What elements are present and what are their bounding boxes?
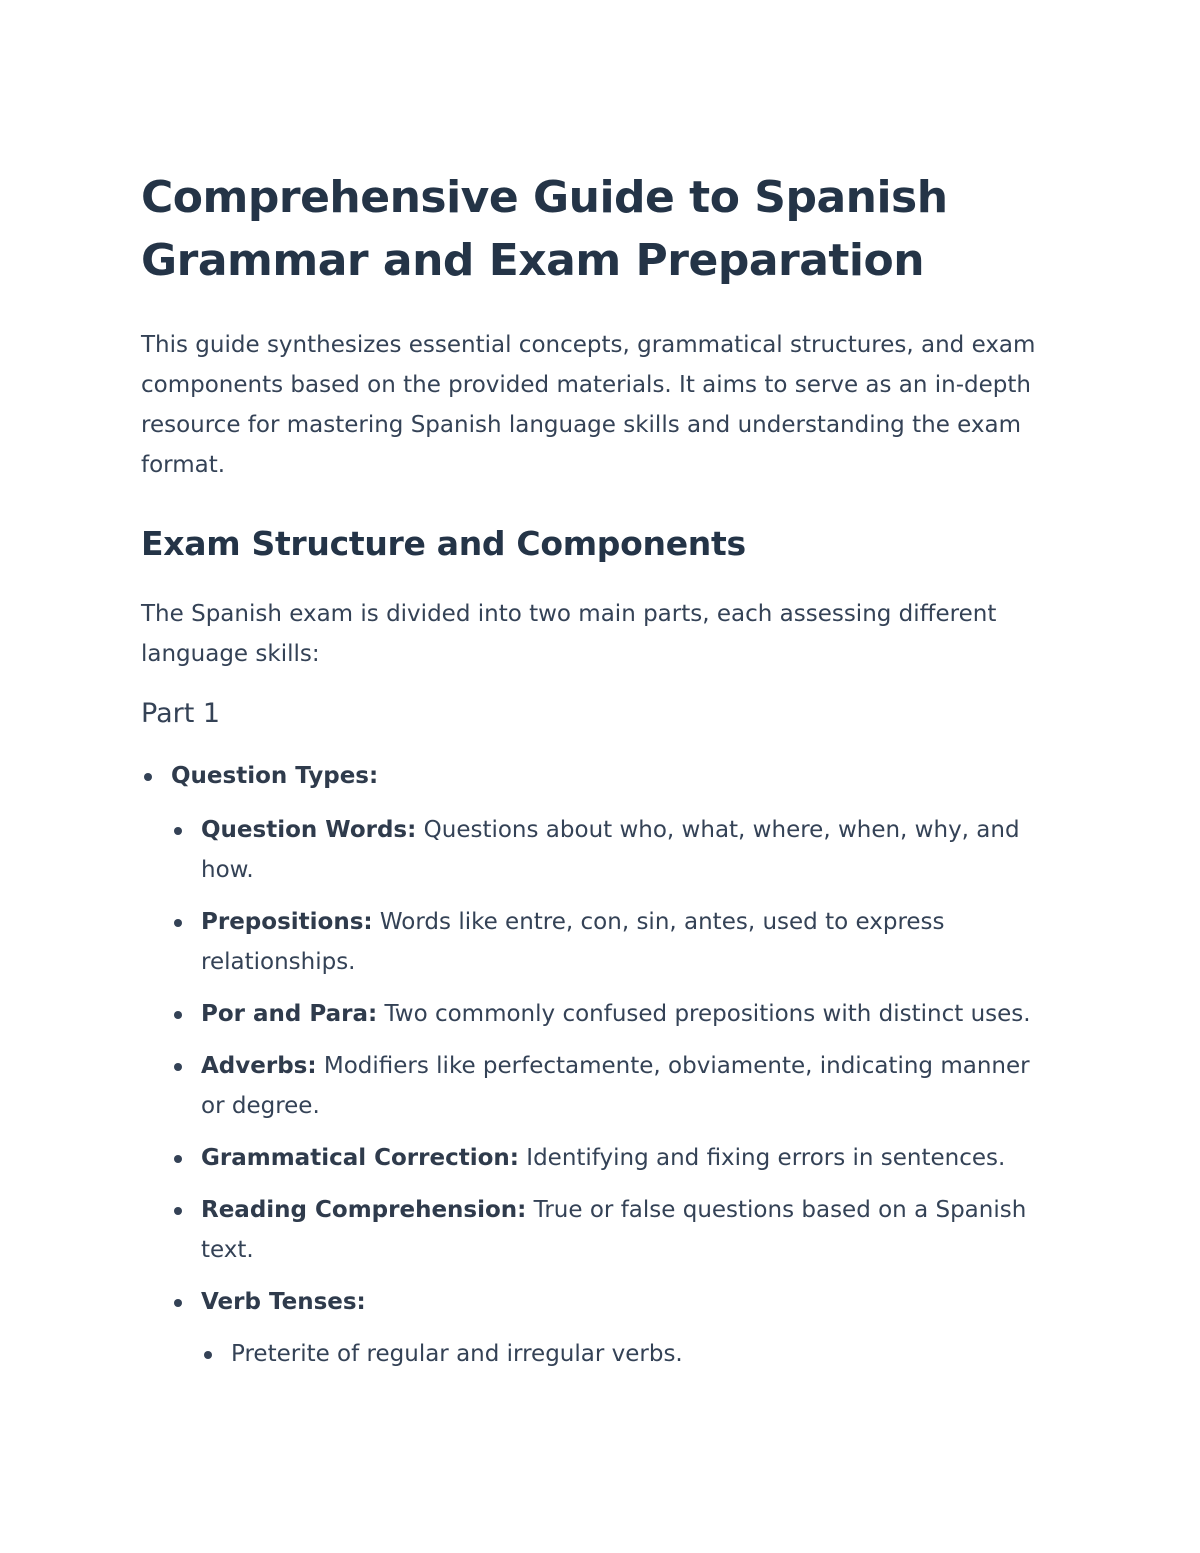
list-item-verb-tenses	[171, 1282, 1060, 1374]
list-item	[171, 1138, 1060, 1178]
section-heading: Exam Structure and Components	[141, 524, 746, 563]
list-item-question-types	[141, 756, 1060, 1374]
item-term: Reading Comprehension:	[201, 1197, 527, 1223]
list-item	[171, 1190, 1060, 1270]
bullet-icon	[174, 919, 182, 927]
bullet-icon	[174, 1299, 182, 1307]
item-text: Preterite of regular and irregular verbs.	[231, 1341, 683, 1367]
bullet-icon	[174, 1207, 182, 1215]
list-item	[171, 902, 1060, 982]
item-text: Identifying and fixing errors in sentences.	[518, 1145, 1006, 1171]
bullet-icon	[174, 1063, 182, 1071]
intro-paragraph: This guide synthesizes essential concepts, grammatical structures, and exam components based on the provided materials. It aims to serve as an in-depth resource for mastering Spanish language skills and understanding the exam format.	[141, 332, 1036, 478]
list-item	[201, 1334, 1060, 1374]
bullet-icon	[144, 773, 152, 781]
item-text: Modifiers like perfectamente, obviamente, indicating manner or degree.	[201, 1053, 1030, 1119]
part-title: Part 1	[141, 698, 221, 729]
verb-tenses-list	[201, 1334, 1060, 1374]
item-term: Question Words:	[201, 817, 417, 843]
item-text: True or false questions based on a Spanish text.	[201, 1197, 1027, 1263]
question-types-list	[171, 810, 1060, 1374]
item-text: Words like entre, con, sin, antes, used to express relationships.	[201, 909, 945, 975]
page-title: Comprehensive Guide to Spanish Grammar and Exam Preparation	[141, 172, 948, 286]
part-list	[141, 756, 1060, 1374]
item-term: Adverbs:	[201, 1053, 317, 1079]
list-item	[171, 810, 1060, 890]
item-text: Questions about who, what, where, when, why, and how.	[201, 817, 1020, 883]
item-term: Prepositions:	[201, 909, 373, 935]
item-text: Two commonly confused prepositions with distinct uses.	[377, 1001, 1031, 1027]
bullet-icon	[174, 827, 182, 835]
item-term: Por and Para:	[201, 1001, 378, 1027]
bullet-icon	[204, 1351, 212, 1359]
bullet-icon	[174, 1155, 182, 1163]
item-term: Grammatical Correction:	[201, 1145, 519, 1171]
verb-tenses-label: Verb Tenses:	[201, 1289, 366, 1315]
bullet-icon	[174, 1011, 182, 1019]
question-types-label: Question Types:	[171, 763, 379, 789]
section-lead: The Spanish exam is divided into two main parts, each assessing different language skills:	[141, 601, 997, 667]
list-item	[171, 1046, 1060, 1126]
list-item	[171, 994, 1060, 1034]
